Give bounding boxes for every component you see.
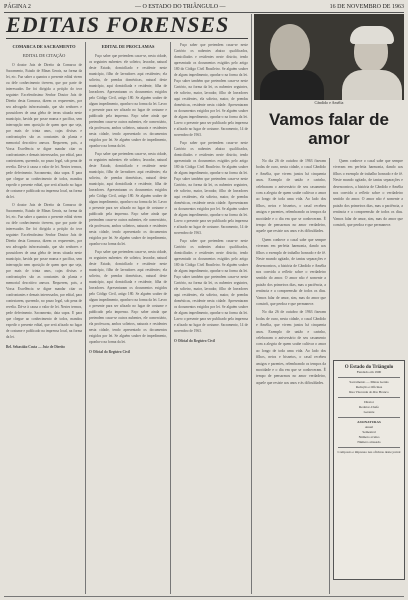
article-column-1	[256, 158, 326, 590]
column-text-continued: Faço saber que pretendem casar-se, nesta cidade, os seguintes nubentes: ele solteiro, lavrador, natural deste Estado, domiciliado e residente neste município, filho de lavradores aqui residentes; ela solteira, de prendas domésticas, natural deste município, aqui domiciliada e residente, filha de lavradores. Apresentaram os documentos exigidos pelo Código Civil, artigo 180. Se alguém souber de algum impedimento, oponha-o na forma da lei. Lavro o presente para ser afixado no lugar de costume e publicado pela imprensa. Faço saber ainda que pretendem casar-se outros nubentes, ele comerciário, ela professora, ambos solteiros, naturais e residentes nesta cidade, tendo apresentado os documentos exigidos por lei. Se alguém souber de impedimento, oponha-o na forma da lei.	[89, 152, 167, 246]
masthead-line: Sacramento — Minas Gerais	[349, 380, 389, 384]
article-text-continued: No dia 26 de outubro de 1963 fizeram bodas de ouro, nesta cidade, o casal Cândido e Amélia, que vivem juntos há cinquenta anos. Exemplo de união e carinho, celebraram o aniversário de seu casamento com a alegria de quem soube cultivar o amor ao longo de toda uma vida. Ao lado dos filhos, netos e bisnetos, o casal recebeu amigos e parentes, relembrando os tempos da mocidade e o dia em que se conheceram. É tempo de pensarmos no amor verdadeiro, aquele que resiste aos anos e às dificuldades.	[256, 310, 326, 385]
masthead-line: Semestral	[362, 430, 376, 434]
column-text-continued: Faço saber que pretendem casar-se, nesta cidade, os seguintes nubentes: ele solteiro, lavrador, natural deste Estado, domiciliado e residente neste município, filho de lavradores aqui residentes; ela solteira, de prendas domésticas, natural deste município, aqui domiciliada e residente, filha de lavradores. Apresentaram os documentos exigidos pelo Código Civil, artigo 180. Se alguém souber de algum impedimento, oponha-o na forma da lei. Lavro o presente para ser afixado no lugar de costume e publicado pela imprensa. Faço saber ainda que pretendem casar-se outros nubentes, ele comerciário, ela professora, ambos solteiros, naturais e residentes nesta cidade, tendo apresentado os documentos exigidos por lei. Se alguém souber de impedimento, oponha-o na forma da lei.	[89, 250, 167, 344]
divider	[338, 377, 400, 378]
masthead-line: Rua Visconde do Rio Branco	[349, 390, 389, 394]
woman-hair	[350, 26, 394, 44]
column-text: Faço saber que pretendem casar-se neste Cartório os nubentes abaixo qualificados, domiciliados e residentes neste distrito, tendo apresentado os documentos exigidos pelo artigo 180 do Código Civil Brasileiro. Se alguém souber de algum impedimento, oponha-o na forma da lei. Faço saber também que pretendem casar-se neste Cartório, na forma da lei, os nubentes seguintes, ele solteiro, maior, lavrador, filho de lavradores aqui residentes, ela solteira, maior, de prendas domésticas, residente nesta cidade. Apresentaram os documentos exigidos por lei. Se alguém souber de algum impedimento, oponha-o na forma da lei. Lavro o presente para ser publicado pela imprensa e afixado no lugar de costume. Sacramento, 14 de novembro de 1963.	[174, 43, 248, 137]
divider	[338, 417, 400, 418]
man-suit	[260, 70, 324, 100]
woman-dress	[342, 70, 402, 100]
column-text: O doutor Juiz de Direito da Comarca de Sacramento, Estado de Minas Gerais, na forma da lei, etc. Faz saber a quantos o presente edital virem ou dele conhecimento tiverem, que por parte de interessados lhe foi dirigida a petição do teor seguinte: Excelentíssimo Senhor Doutor Juiz de Direito desta Comarca, dizem os requerentes, por seu advogado infra-assinado, que são senhores e possuidores de uma gleba de terras situada neste município, havida por posse mansa e pacífica, sem interrupção nem oposição de quem quer que seja, por mais de trinta anos, cujas divisas e confrontações são as constantes da planta e memorial descritivo anexos. Requerem, pois, a Vossa Excelência se digne mandar citar os confrontantes e demais interessados, por edital, para contestarem, querendo, no prazo legal, sob pena de revelia. Dá-se à causa o valor de lei. Nestes termos, pede deferimento. Sacramento, data supra. E para que chegue ao conhecimento de todos, mandou expedir o presente edital, que será afixado no lugar de costume e publicado na imprensa local, na forma da lei.	[6, 63, 82, 199]
column-text-continued: Faço saber que pretendem casar-se neste Cartório os nubentes abaixo qualificados, domiciliados e residentes neste distrito, tendo apresentado os documentos exigidos pelo artigo 180 do Código Civil Brasileiro. Se alguém souber de algum impedimento, oponha-o na forma da lei. Faço saber também que pretendem casar-se neste Cartório, na forma da lei, os nubentes seguintes, ele solteiro, maior, lavrador, filho de lavradores aqui residentes, ela solteira, maior, de prendas domésticas, residente nesta cidade. Apresentaram os documentos exigidos por lei. Se alguém souber de algum impedimento, oponha-o na forma da lei. Lavro o presente para ser publicado pela imprensa e afixado no lugar de costume. Sacramento, 14 de novembro de 1963.	[174, 239, 248, 333]
masthead-title: O Estado do Triângulo	[344, 365, 394, 370]
column-divider	[85, 42, 86, 594]
man-face	[270, 24, 310, 74]
newspaper-name: — O ESTADO DO TRIÂNGULO —	[134, 4, 226, 10]
divider	[338, 397, 400, 398]
edital-column-1	[6, 42, 82, 590]
column-subheading: EDITAL DE CITAÇÃO	[22, 53, 66, 58]
masthead-line: Gerente	[363, 410, 375, 414]
article-text: Quem conhece o casal sabe que sempre viveram em perfeita harmonia, dando aos filhos o exemplo de trabalho honrado e de fé. Neste mundo agitado, de tantas separações e desencontros, a história de Cândido e Amélia nos convida a refletir sobre o verdadeiro sentido do amor. O amor não é somente a paixão dos primeiros dias, mas a paciência, a renúncia e a compreensão de todos os dias. Vamos falar de amor, sim, mas do amor que constrói, que perdoa e que permanece.	[333, 159, 403, 228]
article-column-2	[333, 158, 403, 354]
masthead-line: Diretor	[364, 400, 374, 404]
masthead-line: Redação e Oficinas	[355, 385, 383, 389]
section-title: EDITAIS FORENSES	[6, 12, 248, 39]
article-headline: Vamos falar de amor	[268, 110, 389, 148]
column-text: Faço saber que pretendem casar-se, nesta cidade, os seguintes nubentes: ele solteiro, lavrador, natural deste Estado, domiciliado e residente neste município, filho de lavradores aqui residentes; ela solteira, de prendas domésticas, natural deste município, aqui domiciliada e residente, filha de lavradores. Apresentaram os documentos exigidos pelo Código Civil, artigo 180. Se alguém souber de algum impedimento, oponha-o na forma da lei. Lavro o presente para ser afixado no lugar de costume e publicado pela imprensa. Faço saber ainda que pretendem casar-se outros nubentes, ele comerciário, ela professora, ambos solteiros, naturais e residentes nesta cidade, tendo apresentado os documentos exigidos por lei. Se alguém souber de impedimento, oponha-o na forma da lei.	[89, 54, 167, 148]
page-bottom-rule	[4, 596, 404, 597]
column-signature: O Oficial do Registro Civil	[174, 339, 215, 343]
masthead-line: Número avulso	[358, 435, 380, 439]
masthead-line: Composto e impresso nas oficinas deste jornal	[337, 450, 401, 454]
masthead-box	[333, 360, 405, 580]
column-text-continued: O doutor Juiz de Direito da Comarca de Sacramento, Estado de Minas Gerais, na forma da lei, etc. Faz saber a quantos o presente edital virem ou dele conhecimento tiverem, que por parte de interessados lhe foi dirigida a petição do teor seguinte: Excelentíssimo Senhor Doutor Juiz de Direito desta Comarca, dizem os requerentes, por seu advogado infra-assinado, que são senhores e possuidores de uma gleba de terras situada neste município, havida por posse mansa e pacífica, sem interrupção nem oposição de quem quer que seja, por mais de trinta anos, cujas divisas e confrontações são as constantes da planta e memorial descritivo anexos. Requerem, pois, a Vossa Excelência se digne mandar citar os confrontantes e demais interessados, por edital, para contestarem, querendo, no prazo legal, sob pena de revelia. Dá-se à causa o valor de lei. Nestes termos, pede deferimento. Sacramento, data supra. E para que chegue ao conhecimento de todos, mandou expedir o presente edital, que será afixado no lugar de costume e publicado na imprensa local, na forma da lei.	[6, 203, 82, 339]
column-divider	[251, 14, 252, 594]
masthead-founded: Fundado em 1900	[356, 370, 382, 374]
column-divider	[329, 158, 330, 594]
couple-photo	[254, 14, 404, 100]
divider	[338, 447, 400, 448]
masthead-line: Redator-Chefe	[359, 405, 379, 409]
article-text: No dia 26 de outubro de 1963 fizeram bodas de ouro, nesta cidade, o casal Cândido e Amélia, que vivem juntos há cinquenta anos. Exemplo de união e carinho, celebraram o aniversário de seu casamento com a alegria de quem soube cultivar o amor ao longo de toda uma vida. Ao lado dos filhos, netos e bisnetos, o casal recebeu amigos e parentes, relembrando os tempos da mocidade e o dia em que se conheceram. É tempo de pensarmos no amor verdadeiro, aquele que resiste aos anos e às dificuldades.	[256, 159, 326, 234]
column-text-continued: Faço saber que pretendem casar-se neste Cartório os nubentes abaixo qualificados, domiciliados e residentes neste distrito, tendo apresentado os documentos exigidos pelo artigo 180 do Código Civil Brasileiro. Se alguém souber de algum impedimento, oponha-o na forma da lei. Faço saber também que pretendem casar-se neste Cartório, na forma da lei, os nubentes seguintes, ele solteiro, maior, lavrador, filho de lavradores aqui residentes, ela solteira, maior, de prendas domésticas, residente nesta cidade. Apresentaram os documentos exigidos por lei. Se alguém souber de algum impedimento, oponha-o na forma da lei. Lavro o presente para ser publicado pela imprensa e afixado no lugar de costume. Sacramento, 14 de novembro de 1963.	[174, 141, 248, 235]
masthead-line: ASSINATURAS	[357, 420, 381, 424]
masthead-line: Número atrasado	[357, 440, 381, 444]
issue-date: 16 DE NOVEMBRO DE 1963	[329, 4, 404, 10]
column-signature: Bel. Sebastião Costa — Juiz de Direito	[6, 345, 65, 349]
article-text-continued: Quem conhece o casal sabe que sempre viveram em perfeita harmonia, dando aos filhos o exemplo de trabalho honrado e de fé. Neste mundo agitado, de tantas separações e desencontros, a história de Cândido e Amélia nos convida a refletir sobre o verdadeiro sentido do amor. O amor não é somente a paixão dos primeiros dias, mas a paciência, a renúncia e a compreensão de todos os dias. Vamos falar de amor, sim, mas do amor que constrói, que perdoa e que permanece.	[256, 237, 326, 306]
masthead-line: Anual	[364, 425, 374, 429]
column-heading: EDITAL DE PROCLAMAS	[101, 44, 155, 49]
edital-column-3	[174, 42, 248, 590]
edital-column-2	[89, 42, 167, 590]
column-signature: O Oficial do Registro Civil	[89, 350, 130, 354]
page-number: PÁGINA 2	[4, 4, 31, 10]
column-heading: COMARCA DE SACRAMENTO	[12, 44, 76, 49]
photo-caption: Cândido e Amélia	[314, 100, 344, 105]
column-divider	[170, 42, 171, 594]
